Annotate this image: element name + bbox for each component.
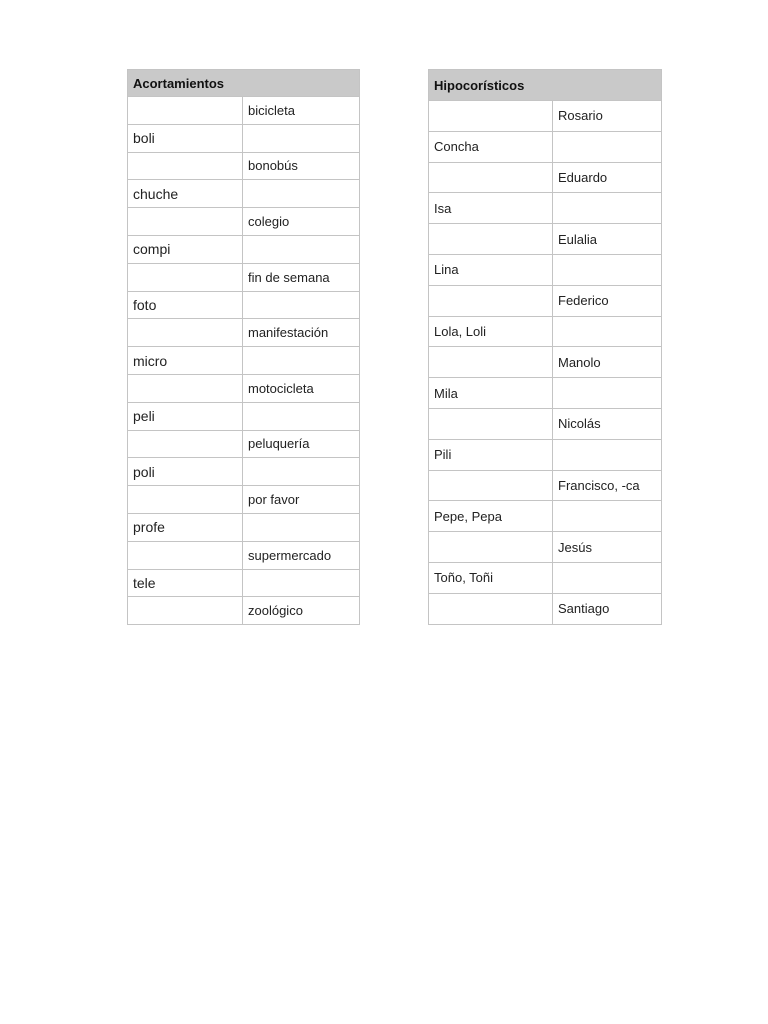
table-row <box>128 235 360 263</box>
table-row <box>128 152 360 180</box>
table-row <box>128 374 360 402</box>
full-word-cell <box>243 402 360 430</box>
table-row <box>429 562 662 593</box>
short-form-cell <box>128 319 243 347</box>
short-form-cell: tele <box>128 569 243 597</box>
short-form-cell <box>128 152 243 180</box>
nickname-cell <box>429 162 553 193</box>
full-word-cell: peluquería <box>243 430 360 458</box>
table-row <box>128 541 360 569</box>
table-row <box>128 458 360 486</box>
table-row <box>429 285 662 316</box>
full-name-cell: Rosario <box>553 101 662 132</box>
full-word-cell <box>243 180 360 208</box>
full-name-cell <box>553 562 662 593</box>
full-name-cell: Manolo <box>553 347 662 378</box>
full-word-cell: supermercado <box>243 541 360 569</box>
nickname-cell <box>429 593 553 624</box>
hipocoristicos-body <box>429 101 662 625</box>
table-row <box>128 180 360 208</box>
table-row <box>128 402 360 430</box>
nickname-cell: Mila <box>429 378 553 409</box>
nickname-cell <box>429 101 553 132</box>
short-form-cell <box>128 374 243 402</box>
short-form-cell: profe <box>128 513 243 541</box>
full-name-cell <box>553 378 662 409</box>
table-row <box>128 263 360 291</box>
short-form-cell <box>128 208 243 236</box>
table-row <box>429 532 662 563</box>
short-form-cell <box>128 97 243 125</box>
full-name-cell: Eduardo <box>553 162 662 193</box>
table-row <box>429 408 662 439</box>
table-row <box>128 124 360 152</box>
full-word-cell: colegio <box>243 208 360 236</box>
full-name-cell <box>553 193 662 224</box>
full-name-cell: Eulalia <box>553 224 662 255</box>
acortamientos-title: Acortamientos <box>128 70 360 97</box>
full-word-cell: bicicleta <box>243 97 360 125</box>
table-row <box>429 501 662 532</box>
nickname-cell <box>429 532 553 563</box>
full-name-cell <box>553 316 662 347</box>
table-row <box>429 470 662 501</box>
short-form-cell: chuche <box>128 180 243 208</box>
nickname-cell: Concha <box>429 131 553 162</box>
acortamientos-table <box>127 69 360 625</box>
table-row <box>429 254 662 285</box>
full-word-cell <box>243 569 360 597</box>
table-row <box>128 430 360 458</box>
hipocoristicos-title: Hipocorísticos <box>429 70 662 101</box>
full-word-cell: por favor <box>243 486 360 514</box>
full-word-cell <box>243 124 360 152</box>
full-name-cell: Nicolás <box>553 408 662 439</box>
table-row <box>128 319 360 347</box>
table-row <box>128 97 360 125</box>
table-row <box>429 131 662 162</box>
table-header-row <box>429 70 662 101</box>
acortamientos-body <box>128 97 360 625</box>
nickname-cell: Pili <box>429 439 553 470</box>
table-row <box>429 347 662 378</box>
nickname-cell: Toño, Toñi <box>429 562 553 593</box>
nickname-cell <box>429 224 553 255</box>
full-word-cell <box>243 291 360 319</box>
short-form-cell <box>128 486 243 514</box>
full-name-cell <box>553 254 662 285</box>
table-row <box>128 486 360 514</box>
table-row <box>429 378 662 409</box>
table-row <box>128 597 360 625</box>
full-word-cell <box>243 458 360 486</box>
table-row <box>429 439 662 470</box>
short-form-cell <box>128 430 243 458</box>
nickname-cell <box>429 347 553 378</box>
short-form-cell <box>128 597 243 625</box>
table-row <box>128 347 360 375</box>
full-name-cell <box>553 439 662 470</box>
full-word-cell: bonobús <box>243 152 360 180</box>
full-word-cell: motocicleta <box>243 374 360 402</box>
short-form-cell <box>128 263 243 291</box>
full-name-cell: Jesús <box>553 532 662 563</box>
full-name-cell <box>553 501 662 532</box>
table-header-row <box>128 70 360 97</box>
short-form-cell: foto <box>128 291 243 319</box>
nickname-cell: Lola, Loli <box>429 316 553 347</box>
full-word-cell <box>243 513 360 541</box>
full-word-cell: fin de semana <box>243 263 360 291</box>
short-form-cell: boli <box>128 124 243 152</box>
table-row <box>128 208 360 236</box>
table-row <box>429 316 662 347</box>
short-form-cell: micro <box>128 347 243 375</box>
hipocoristicos-table <box>428 69 662 625</box>
table-row <box>429 224 662 255</box>
full-word-cell: zoológico <box>243 597 360 625</box>
table-row <box>128 513 360 541</box>
short-form-cell: compi <box>128 235 243 263</box>
nickname-cell: Isa <box>429 193 553 224</box>
nickname-cell <box>429 408 553 439</box>
table-row <box>429 193 662 224</box>
table-row <box>429 101 662 132</box>
short-form-cell: peli <box>128 402 243 430</box>
table-row <box>128 569 360 597</box>
nickname-cell <box>429 470 553 501</box>
short-form-cell: poli <box>128 458 243 486</box>
nickname-cell: Pepe, Pepa <box>429 501 553 532</box>
table-row <box>128 291 360 319</box>
nickname-cell <box>429 285 553 316</box>
short-form-cell <box>128 541 243 569</box>
full-name-cell <box>553 131 662 162</box>
full-word-cell <box>243 235 360 263</box>
full-name-cell: Federico <box>553 285 662 316</box>
nickname-cell: Lina <box>429 254 553 285</box>
table-row <box>429 162 662 193</box>
full-name-cell: Santiago <box>553 593 662 624</box>
table-row <box>429 593 662 624</box>
full-word-cell <box>243 347 360 375</box>
full-word-cell: manifestación <box>243 319 360 347</box>
full-name-cell: Francisco, -ca <box>553 470 662 501</box>
